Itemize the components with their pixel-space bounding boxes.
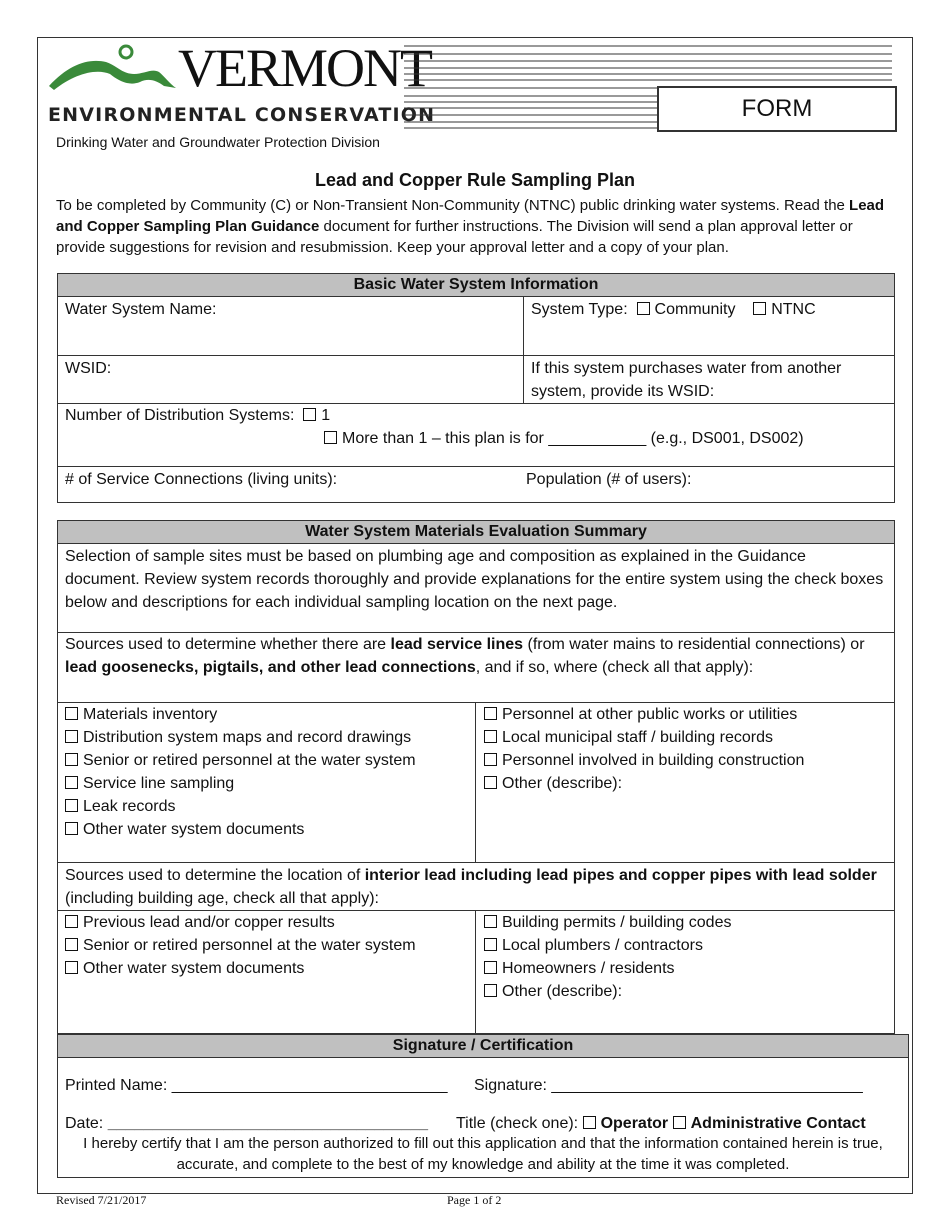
- checkbox[interactable]: [65, 938, 78, 951]
- list-label: Distribution system maps and record drawings: [83, 729, 412, 746]
- purchase-line-2: system, provide its WSID:: [531, 383, 715, 400]
- lsl-text-c: (from water mains to residential connections) or: [523, 636, 865, 653]
- checkbox[interactable]: [65, 753, 78, 766]
- wsid-field[interactable]: WSID:: [65, 360, 112, 377]
- checkbox[interactable]: [484, 730, 497, 743]
- divider: [523, 296, 524, 403]
- list-item: [484, 772, 804, 795]
- admin-contact-label: Administrative Contact: [690, 1115, 866, 1132]
- service-connections-field[interactable]: # of Service Connections (living units):: [65, 471, 338, 488]
- list-item: [65, 772, 416, 795]
- checkbox[interactable]: [484, 753, 497, 766]
- lsl-text-a: Sources used to determine whether there are: [65, 636, 391, 653]
- list-item: [65, 911, 416, 934]
- interior-lead-question: [65, 864, 885, 910]
- list-label: Personnel at other public works or utilities: [502, 706, 798, 723]
- date-field[interactable]: [65, 1112, 428, 1135]
- intro-paragraph: [56, 195, 896, 258]
- list-item: [484, 703, 804, 726]
- int-right-list: [484, 911, 731, 1003]
- divider: [475, 702, 476, 862]
- lsl-left-list: [65, 703, 416, 841]
- purchase-wsid-field[interactable]: [531, 357, 841, 403]
- checkbox[interactable]: [65, 776, 78, 789]
- divider: [57, 355, 895, 356]
- checkbox[interactable]: [484, 984, 497, 997]
- checkbox[interactable]: [484, 776, 497, 789]
- more-than-one-checkbox[interactable]: [324, 431, 337, 444]
- list-label: Senior or retired personnel at the water system: [83, 752, 416, 769]
- checkbox[interactable]: [484, 938, 497, 951]
- system-type-field: [531, 298, 816, 321]
- int-text-c: (including building age, check all that apply):: [65, 890, 379, 907]
- list-item: [65, 957, 416, 980]
- one-dist-label: 1: [321, 407, 331, 424]
- lsl-text-b: lead service lines: [390, 636, 524, 653]
- checkbox[interactable]: [484, 961, 497, 974]
- water-system-name-field[interactable]: Water System Name:: [65, 301, 217, 318]
- list-label: Previous lead and/or copper results: [83, 914, 335, 931]
- certification-statement: I hereby certify that I am the person authorized to fill out this application and that the information contained herein is true, accurate, and complete to the best of my knowledge and ability at the time it was completed.: [83, 1135, 883, 1173]
- list-label: Building permits / building codes: [502, 914, 732, 931]
- list-label: Service line sampling: [83, 775, 235, 792]
- list-label: Leak records: [83, 798, 176, 815]
- list-item: [65, 703, 416, 726]
- list-item: [65, 749, 416, 772]
- date-label: Date:: [65, 1115, 108, 1132]
- list-label: Homeowners / residents: [502, 960, 675, 977]
- more-than-one-label: More than 1 – this plan is for ___________ (e.g., DS001, DS002): [342, 430, 804, 447]
- lsl-question: [65, 633, 885, 679]
- purchase-line-1: If this system purchases water from another: [531, 360, 842, 377]
- list-item: [484, 749, 804, 772]
- intro-text-2: document for further instructions. The Division will send a plan approval letter or provide suggestions for revision and resubmission. Keep your approval letter and a copy of your plan.: [56, 218, 853, 256]
- list-item: [65, 818, 416, 841]
- community-label: Community: [654, 301, 736, 318]
- checkbox[interactable]: [65, 961, 78, 974]
- checkbox[interactable]: [484, 707, 497, 720]
- operator-checkbox[interactable]: [583, 1116, 596, 1129]
- checkbox[interactable]: [65, 822, 78, 835]
- community-checkbox[interactable]: [637, 302, 650, 315]
- list-item: [65, 934, 416, 957]
- basic-info-header: Basic Water System Information: [58, 274, 894, 297]
- signature-field[interactable]: Signature: ___________________________________: [474, 1077, 863, 1094]
- selection-text: Selection of sample sites must be based on plumbing age and composition as explained in the Guidance document. Review system records thoroughly and provide explanations for the entire system using the check boxes below and descriptions for each individual sampling location on the next page.: [65, 548, 884, 611]
- list-label: Local municipal staff / building records: [502, 729, 773, 746]
- logo-subtitle: ENVIRONMENTAL CONSERVATION: [48, 104, 436, 126]
- divider: [475, 910, 476, 1034]
- checkbox[interactable]: [65, 707, 78, 720]
- title-check-field: [456, 1112, 866, 1135]
- list-label: Other water system documents: [83, 960, 305, 977]
- population-field[interactable]: Population (# of users):: [526, 471, 692, 488]
- admin-contact-checkbox[interactable]: [673, 1116, 686, 1129]
- logo-wordmark: VERMONT: [178, 38, 431, 98]
- list-label: Senior or retired personnel at the water system: [83, 937, 416, 954]
- system-type-label: System Type:: [531, 301, 628, 318]
- list-label: Local plumbers / contractors: [502, 937, 703, 954]
- list-label: Personnel involved in building construction: [502, 752, 805, 769]
- printed-name-field[interactable]: Printed Name: _______________________________: [65, 1077, 448, 1094]
- list-label: Materials inventory: [83, 706, 218, 723]
- int-text-a: Sources used to determine the location of: [65, 867, 365, 884]
- signature-header: Signature / Certification: [58, 1035, 908, 1058]
- checkbox[interactable]: [484, 915, 497, 928]
- lsl-text-d: lead goosenecks, pigtails, and other lead connections: [65, 659, 476, 676]
- division-name: Drinking Water and Groundwater Protection Division: [56, 134, 380, 150]
- list-item: [484, 934, 731, 957]
- one-dist-checkbox[interactable]: [303, 408, 316, 421]
- more-than-one-field: [324, 427, 804, 450]
- intro-guidance-title: Lead and Copper Sampling Plan Guidance: [56, 197, 885, 235]
- date-line: ____________________________________: [107, 1115, 429, 1132]
- form-label-box: FORM: [657, 86, 897, 132]
- checkbox[interactable]: [65, 915, 78, 928]
- operator-label: Operator: [600, 1115, 669, 1132]
- title-check-label: Title (check one):: [456, 1115, 579, 1132]
- ntnc-label: NTNC: [771, 301, 816, 318]
- num-dist-systems-field: [65, 404, 330, 427]
- lsl-text-e: , and if so, where (check all that apply):: [475, 659, 754, 676]
- list-label: Other (describe):: [502, 983, 623, 1000]
- list-item: [484, 980, 731, 1003]
- lsl-right-list: [484, 703, 804, 795]
- list-label: Other (describe):: [502, 775, 623, 792]
- int-left-list: [65, 911, 416, 980]
- mountain-logo-icon: [44, 44, 184, 104]
- int-text-b: interior lead including lead pipes and copper pipes with lead solder: [364, 867, 877, 884]
- materials-header: Water System Materials Evaluation Summary: [58, 521, 894, 544]
- list-item: [65, 726, 416, 749]
- list-item: [484, 726, 804, 749]
- intro-text-1: To be completed by Community (C) or Non-Transient Non-Community (NTNC) public drinking water systems. Read the: [56, 197, 850, 214]
- list-item: [484, 957, 731, 980]
- revised-date: Revised 7/21/2017: [56, 1193, 147, 1207]
- checkbox[interactable]: [65, 730, 78, 743]
- divider: [57, 862, 895, 863]
- num-dist-label: Number of Distribution Systems:: [65, 407, 295, 424]
- list-item: [65, 795, 416, 818]
- list-label: Other water system documents: [83, 821, 305, 838]
- page-title: Lead and Copper Rule Sampling Plan: [314, 170, 636, 190]
- divider: [57, 466, 895, 467]
- checkbox[interactable]: [65, 799, 78, 812]
- page-number: Page 1 of 2: [447, 1193, 502, 1207]
- ntnc-checkbox[interactable]: [753, 302, 766, 315]
- list-item: [484, 911, 731, 934]
